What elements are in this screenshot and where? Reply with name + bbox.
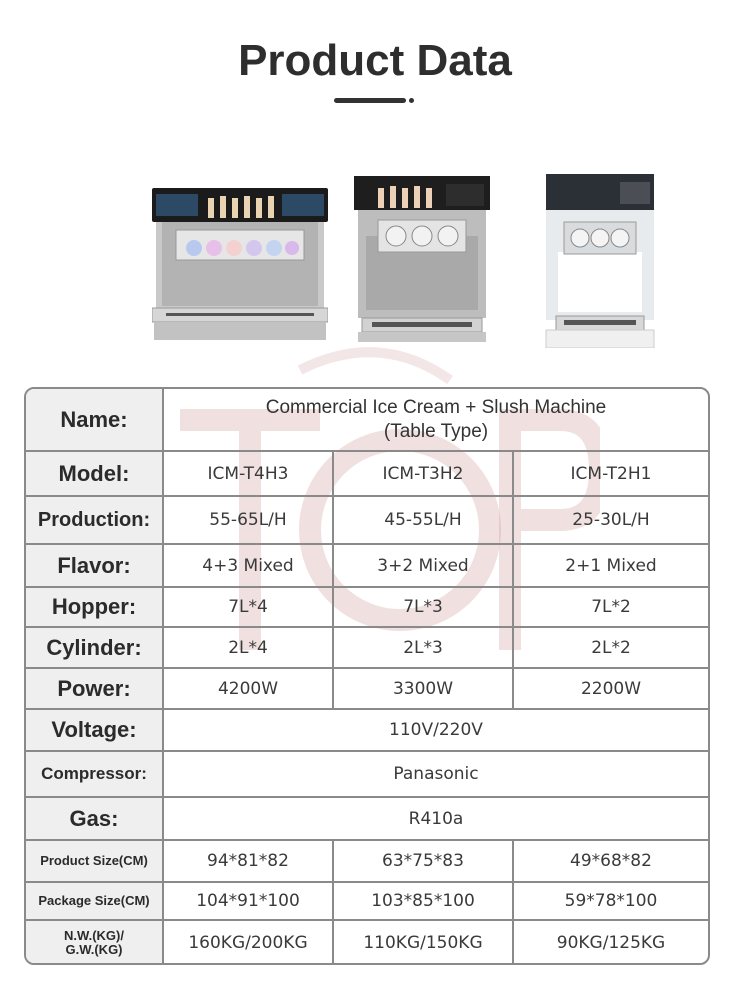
table-row (26, 452, 708, 495)
table-cell: 55-65L/H (164, 497, 334, 543)
machine-image-icm-t2h1 (544, 174, 656, 348)
table-cell: 4200W (164, 669, 334, 708)
table-cell: 110KG/150KG (334, 921, 514, 965)
table-cell: 7L*4 (164, 588, 334, 626)
table-cell: ICM-T4H3 (164, 452, 334, 495)
product-spec-table (24, 387, 710, 965)
table-cell: 45-55L/H (334, 497, 514, 543)
table-row (26, 841, 708, 881)
table-row (26, 588, 708, 626)
row-label-voltage: Voltage: (26, 710, 164, 750)
table-cell: 25-30L/H (572, 510, 650, 530)
machine-image-icm-t3h2 (354, 176, 490, 342)
table-cell: 49*68*82 (570, 851, 652, 871)
table-cell: 103*85*100 (334, 883, 514, 919)
table-row (26, 545, 708, 586)
table-cell: 7L*2 (591, 597, 631, 617)
table-cell: Panasonic (393, 764, 479, 784)
table-cell: 160KG/200KG (164, 921, 334, 965)
table-cell: 110V/220V (389, 720, 483, 740)
product-name-cell (164, 389, 708, 451)
table-cell: 90KG/125KG (556, 933, 666, 953)
table-row (26, 389, 708, 451)
row-label-name: Name: (26, 389, 164, 451)
title-underline-dot (409, 98, 414, 103)
table-cell: R410a (408, 808, 464, 829)
title-underline (334, 98, 406, 103)
table-row (26, 883, 708, 919)
table-cell: 2L*3 (334, 628, 514, 667)
row-label-hopper: Hopper: (26, 588, 164, 626)
row-label-flavor: Flavor: (26, 545, 164, 586)
table-cell: ICM-T2H1 (570, 463, 652, 484)
table-cell: ICM-T3H2 (334, 452, 514, 495)
page-title: Product Data (238, 36, 512, 85)
table-row (26, 669, 708, 708)
row-label-model: Model: (26, 452, 164, 495)
table-row (26, 798, 708, 839)
table-row (26, 710, 708, 750)
table-cell: 94*81*82 (164, 841, 334, 881)
table-cell: 59*78*100 (564, 891, 658, 911)
row-label-cylinder: Cylinder: (26, 628, 164, 667)
table-row (26, 628, 708, 667)
table-cell: 2200W (580, 678, 642, 699)
table-cell: 4+3 Mixed (164, 545, 334, 586)
table-row (26, 752, 708, 796)
product-name: Commercial Ice Cream + Slush Machine (265, 397, 607, 419)
row-label-gross-weight: G.W.(KG) (65, 942, 123, 957)
table-cell: 7L*3 (334, 588, 514, 626)
table-cell: 104*91*100 (164, 883, 334, 919)
row-label-package-size: Package Size(CM) (26, 883, 164, 919)
row-label-product-size: Product Size(CM) (26, 841, 164, 881)
table-cell: 3300W (334, 669, 514, 708)
table-row (26, 497, 708, 543)
row-label-power: Power: (26, 669, 164, 708)
table-cell: 2L*2 (591, 637, 631, 658)
product-type: (Table Type) (383, 421, 489, 442)
row-label-compressor: Compressor: (26, 752, 164, 796)
table-cell: 63*75*83 (334, 841, 514, 881)
table-row (26, 921, 708, 965)
machine-image-icm-t4h3 (152, 188, 328, 340)
row-label-net-weight: N.W.(KG)/ (64, 928, 124, 944)
table-cell: 2+1 Mixed (565, 555, 657, 576)
row-label-production: Production: (26, 497, 164, 543)
table-cell: 2L*4 (164, 628, 334, 667)
row-label-weight (26, 921, 164, 965)
row-label-gas: Gas: (26, 798, 164, 839)
table-cell: 3+2 Mixed (334, 545, 514, 586)
